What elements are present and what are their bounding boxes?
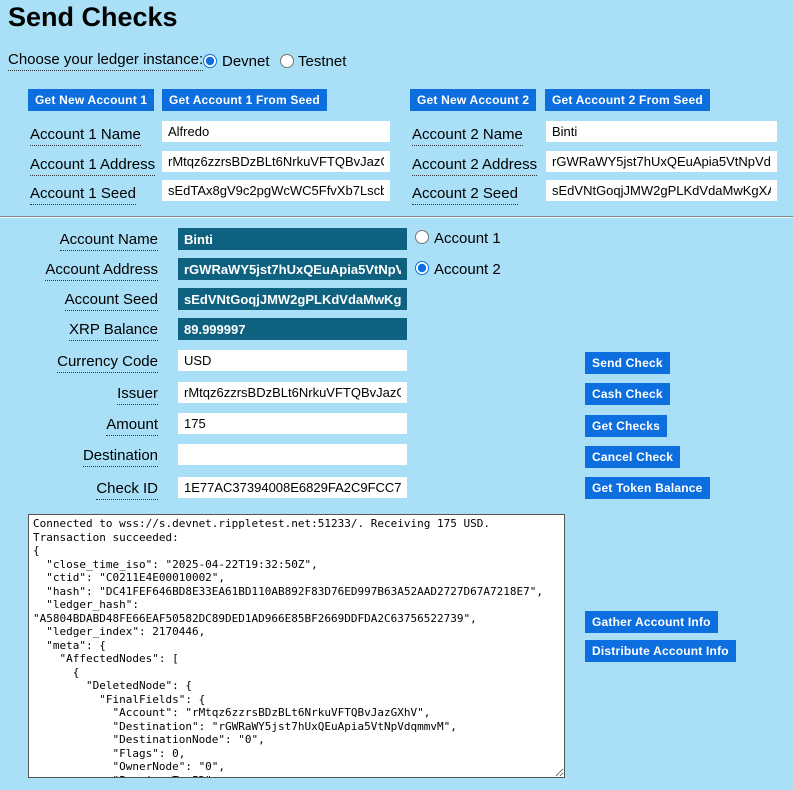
devnet-radio-label[interactable]: Devnet	[222, 53, 270, 70]
check-id-label: Check ID	[96, 480, 158, 500]
get-account-2-from-seed-button[interactable]: Get Account 2 From Seed	[545, 89, 710, 111]
xrp-balance-label: XRP Balance	[69, 321, 158, 341]
send-check-button[interactable]: Send Check	[585, 352, 670, 374]
testnet-radio-label[interactable]: Testnet	[298, 53, 347, 70]
distribute-account-info-button[interactable]: Distribute Account Info	[585, 640, 736, 662]
account-1-name-input[interactable]	[162, 121, 390, 142]
issuer-label: Issuer	[117, 385, 158, 405]
results-log-textarea[interactable]	[28, 514, 565, 778]
account-2-address-label: Account 2 Address	[412, 156, 537, 176]
get-account-1-from-seed-button[interactable]: Get Account 1 From Seed	[162, 89, 327, 111]
issuer-input[interactable]	[178, 382, 407, 403]
get-new-account-1-button[interactable]: Get New Account 1	[28, 89, 154, 111]
destination-label: Destination	[83, 447, 158, 467]
amount-label: Amount	[106, 416, 158, 436]
currency-code-label: Currency Code	[57, 353, 158, 373]
xrp-balance-field[interactable]	[178, 318, 407, 340]
account-seed-label: Account Seed	[65, 291, 158, 311]
account-seed-field[interactable]	[178, 288, 407, 310]
gather-account-info-button[interactable]: Gather Account Info	[585, 611, 718, 633]
get-token-balance-button[interactable]: Get Token Balance	[585, 477, 710, 499]
account-name-label: Account Name	[60, 231, 158, 251]
devnet-radio[interactable]	[203, 54, 217, 68]
get-checks-button[interactable]: Get Checks	[585, 415, 667, 437]
amount-input[interactable]	[178, 413, 407, 434]
account-1-radio-label[interactable]: Account 1	[434, 230, 501, 247]
account-1-seed-input[interactable]	[162, 180, 390, 201]
destination-input[interactable]	[178, 444, 407, 465]
account-1-name-label: Account 1 Name	[30, 126, 141, 146]
account-address-label: Account Address	[45, 261, 158, 281]
cancel-check-button[interactable]: Cancel Check	[585, 446, 680, 468]
account-1-radio[interactable]	[415, 230, 429, 244]
account-1-seed-label: Account 1 Seed	[30, 185, 136, 205]
account-1-address-label: Account 1 Address	[30, 156, 155, 176]
account-2-seed-label: Account 2 Seed	[412, 185, 518, 205]
account-2-name-input[interactable]	[546, 121, 777, 142]
testnet-radio[interactable]	[280, 54, 294, 68]
account-2-name-label: Account 2 Name	[412, 126, 523, 146]
account-2-address-input[interactable]	[546, 151, 777, 172]
page-title: Send Checks	[8, 2, 178, 32]
account-1-address-input[interactable]	[162, 151, 390, 172]
currency-code-input[interactable]	[178, 350, 407, 371]
account-2-seed-input[interactable]	[546, 180, 777, 201]
account-2-radio-label[interactable]: Account 2	[434, 261, 501, 278]
section-divider	[0, 216, 793, 218]
account-address-field[interactable]	[178, 258, 407, 280]
ledger-instance-label: Choose your ledger instance:	[8, 51, 203, 71]
get-new-account-2-button[interactable]: Get New Account 2	[410, 89, 536, 111]
cash-check-button[interactable]: Cash Check	[585, 383, 670, 405]
check-id-input[interactable]	[178, 477, 407, 498]
account-2-radio[interactable]	[415, 261, 429, 275]
account-name-field[interactable]	[178, 228, 407, 250]
